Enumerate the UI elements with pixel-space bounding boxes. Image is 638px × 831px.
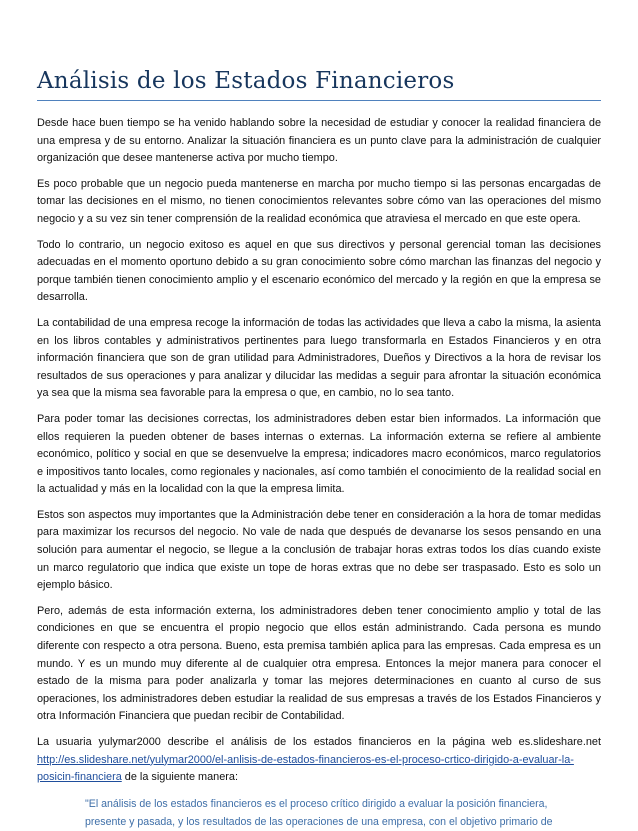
- paragraph: Todo lo contrario, un negocio exitoso es aquel en que sus directivos y personal gerencial toman las decisiones adecuadas en el momento oportuno debido a su gran conocimiento sobre cómo marchan las finanzas del negocio y porque también tienen conocimiento amplio y el escenario económico del mercado y la región en que la empresa se desarrolla.: [37, 238, 601, 304]
- source-outro-text: de la siguiente manera:: [121, 771, 238, 784]
- source-intro-text: La usuaria yulymar2000 describe el análisis de los estados financieros en la página web es.slideshare.net: [37, 736, 601, 748]
- paragraph: La contabilidad de una empresa recoge la información de todas las actividades que lleva a cabo la misma, la asienta en los libros contables y administrativos pertinentes para luego transformarla en Estados Financieros y en otra información financiera que son de gran utilidad para Administradores, Dueños y Directivos a la hora de revisar los resultados de sus operaciones y para analizar y dilucidar las medidas a seguir para afrontar la situación económica ya sea que la misma sea favorable para la empresa o que, en cambio, no lo sea tanto.: [37, 316, 601, 400]
- paragraph: Es poco probable que un negocio pueda mantenerse en marcha por mucho tiempo si las personas encargadas de tomar las decisiones en el mismo, no tienen conocimientos relevantes sobre cómo van las operaciones del mismo negocio y a su vez sin tener comprensión de la realidad económica que atraviesa el mercado en que este opera.: [37, 177, 601, 225]
- paragraph: Pero, además de esta información externa, los administradores deben tener conocimiento amplio y total de las condiciones en que se encuentra el propio negocio que ellos están administrando. Cada persona es mundo diferente con respecto a otra persona. Bueno, esta premisa también aplica para las empresas. Cada empresa es un mundo. Y es un mundo muy diferente al de cualquier otra empresa. Entonces la mejor manera para conocer el estado de la misma para poder analizarla y tomar las mejores determinaciones en cuanto al curso de sus operaciones, los administradores deben estudiar la realidad de sus empresas a través de los Estados Financieros y otra Información Financiera que puedan recibir de Contabilidad.: [37, 604, 601, 723]
- quote-line: presente y pasada, y los resultados de las operaciones de una empresa, con el objetivo primario de: [85, 815, 553, 828]
- paragraph: Para poder tomar las decisiones correctas, los administradores deben estar bien informados. La información que ellos requieren la pueden obtener de bases internas o externas. La información externa se refiere al ambiente económico, político y social en que se desenvuelve la empresa; indicadores macro económicos, marco regulatorios e impositivos tanto locales, como regionales y nacionales, así como también el conocimiento de la realidad social en la actualidad y más en la localidad con la que la empresa limita.: [37, 412, 601, 496]
- quote-line: "El análisis de los estados financieros es el proceso crítico dirigido a evaluar la posición financiera,: [85, 797, 548, 810]
- source-paragraph: [37, 734, 601, 787]
- document-title: Análisis de los Estados Financieros: [37, 68, 601, 101]
- document-page: [37, 68, 601, 831]
- source-link[interactable]: http://es.slideshare.net/yulymar2000/el-anlisis-de-estados-financieros-es-el-proceso-crtico-dirigido-a-evaluar-la-posicin-financiera: [37, 753, 574, 784]
- paragraph: Estos son aspectos muy importantes que la Administración debe tener en consideración a la hora de tomar medidas para maximizar los recursos del negocio. No vale de nada que después de devanarse los sesos pensando en una solución para aumentar el negocio, se llegue a la conclusión de trabajar horas extras todos los días cuando existe un marco regulatorio que indica que existe un tope de horas extras que no debe ser traspasado. Esto es solo un ejemplo básico.: [37, 508, 601, 592]
- paragraph: Desde hace buen tiempo se ha venido hablando sobre la necesidad de estudiar y conocer la realidad financiera de una empresa y de su entorno. Analizar la situación financiera es un punto clave para la administración de cualquier organización que desee mantenerse activa por mucho tiempo.: [37, 117, 601, 165]
- quote-block: [85, 795, 585, 831]
- document-body: [37, 115, 601, 831]
